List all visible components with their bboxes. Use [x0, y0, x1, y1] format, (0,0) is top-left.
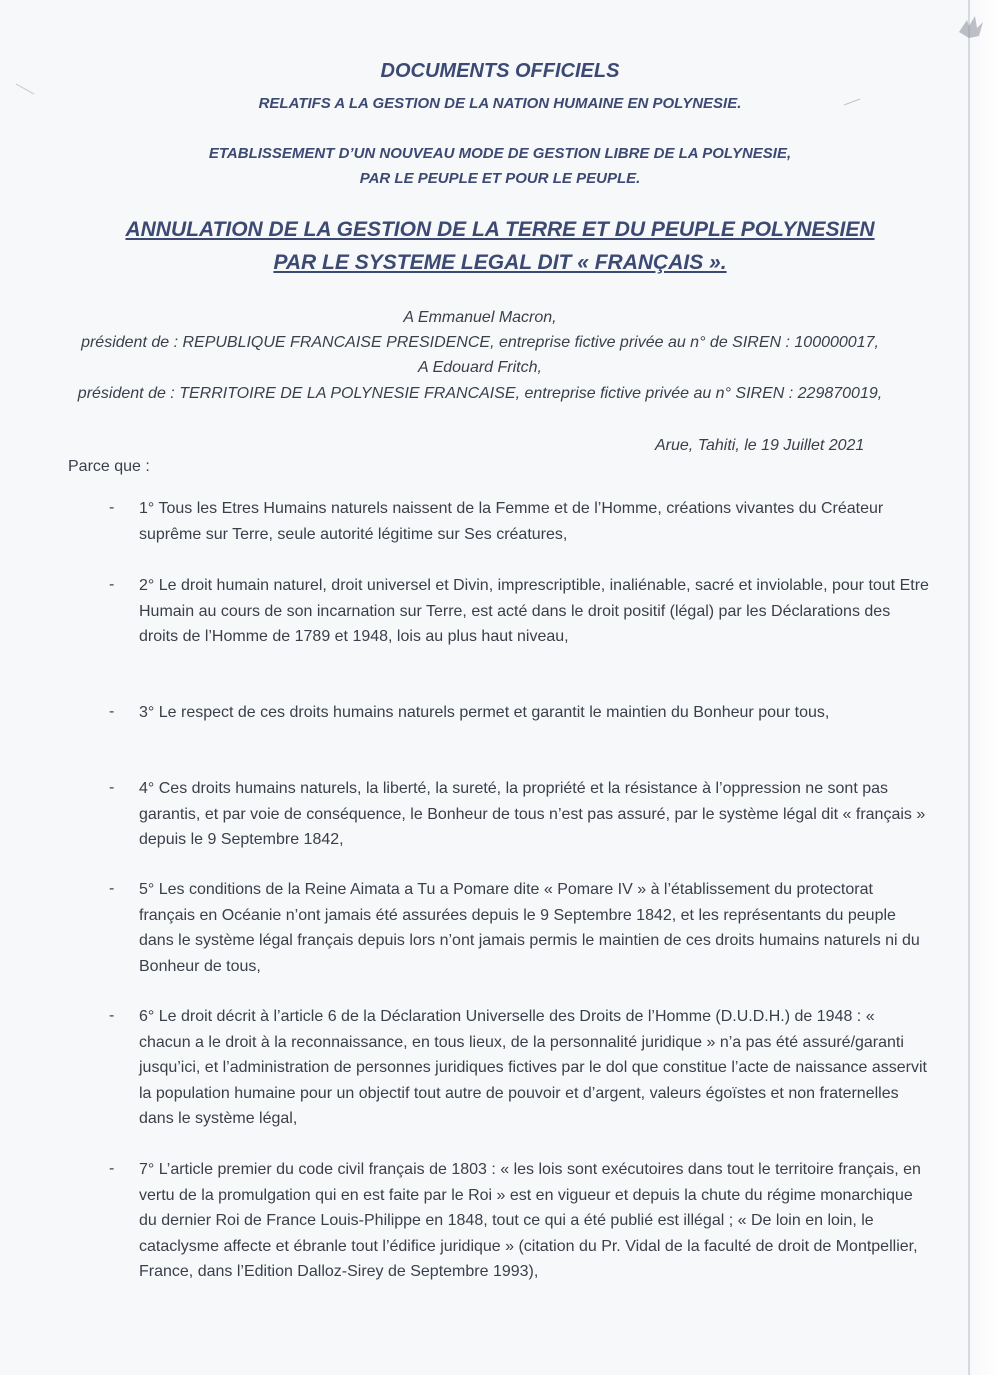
- ink-smudge-icon: [955, 12, 987, 42]
- list-item: 7° L’article premier du code civil français de 1803 : « les lois sont exécutoires dans tout le territoire français, en vertu de la promulgation qui en est faite par le Roi » est en vigueur et depuis la chute du régime monarchique du dernier Roi de France Louis-Philippe en 1848, tout ce qui a été publié est illégal ; « De loin en loin, le cataclysme affecte et ébranle tout l’édifice juridique » (citation du Pr. Vidal de la faculté de droit de Montpellier, France, dans l’Edition Dalloz-Sirey de Septembre 1993),: [139, 1161, 921, 1280]
- header-line: PAR LE PEUPLE ET POUR LE PEUPLE.: [359, 170, 641, 187]
- addressee-title: président de : TERRITOIRE DE LA POLYNESIE FRANCAISE, entreprise fictive privée au n° SIREN : 229870019,: [77, 385, 883, 402]
- list-item: 1° Tous les Etres Humains naturels naissent de la Femme et de l’Homme, créations vivantes du Créateur suprême sur Terre, seule autorité légitime sur Ses créatures,: [139, 500, 884, 543]
- addressee-title: président de : REPUBLIQUE FRANCAISE PRESIDENCE, entreprise fictive privée au n° de SIREN : 100000017,: [81, 334, 879, 351]
- list-bullet: -: [109, 779, 115, 796]
- page-edge: [970, 0, 1000, 1375]
- intro-text: Parce que :: [68, 458, 150, 475]
- header-line: ETABLISSEMENT D’UN NOUVEAU MODE DE GESTION LIBRE DE LA POLYNESIE,: [208, 145, 792, 162]
- header-subtitle: RELATIFS A LA GESTION DE LA NATION HUMAINE EN POLYNESIE.: [258, 95, 742, 112]
- list-bullet: -: [109, 499, 115, 516]
- list-item: 2° Le droit humain naturel, droit universel et Divin, imprescriptible, inaliénable, sacré et inviolable, pour tout Etre Humain au cours de son incarnation sur Terre, est acté dans le droit positif (légal) par les Déclarations des droits de l’Homme de 1789 et 1948, lois au plus haut niveau,: [139, 577, 929, 645]
- list-bullet: -: [109, 703, 115, 720]
- list-item: 4° Ces droits humains naturels, la liberté, la sureté, la propriété et la résistance à l’oppression ne sont pas garantis, et par voie de conséquence, le Bonheur de tous n’est pas assuré, par le système légal dit « français » depuis le 9 Septembre 1842,: [139, 780, 926, 848]
- list-bullet: -: [109, 1160, 115, 1177]
- addressee-name: A Edouard Fritch,: [418, 359, 542, 376]
- addressee-name: A Emmanuel Macron,: [403, 309, 557, 326]
- list-item: 6° Le droit décrit à l’article 6 de la Déclaration Universelle des Droits de l’Homme (D.U.D.H.) de 1948 : « chacun a le droit à la reconnaissance, en tous lieux, de la personnalité juridique » n’a pas été assuré/garanti jusqu’ici, et l’administration de personnes juridiques fictives par le dol que constitue l’acte de naissance asservit la population humaine pour un objectif tout autre de pouvoir et d’argent, valeurs égoïstes et non fraternelles dans le système légal,: [139, 1008, 927, 1127]
- list-bullet: -: [109, 880, 115, 897]
- list-item: 3° Le respect de ces droits humains naturels permet et garantit le maintien du Bonheur pour tous,: [139, 704, 830, 721]
- list-bullet: -: [109, 576, 115, 593]
- place-date: Arue, Tahiti, le 19 Juillet 2021: [655, 437, 865, 454]
- list-item: 5° Les conditions de la Reine Aimata a Tu a Pomare dite « Pomare IV » à l’établissement du protectorat français en Océanie n’ont jamais été assurées depuis le 9 Septembre 1842, et les représentants du peuple dans le système légal français depuis lors n’ont jamais permis le maintien de ces droits humains naturels ni du Bonheur de tous,: [139, 881, 920, 975]
- main-title: PAR LE SYSTEME LEGAL DIT « FRANÇAIS ».: [273, 251, 727, 274]
- header-title: DOCUMENTS OFFICIELS: [380, 60, 620, 82]
- main-title: ANNULATION DE LA GESTION DE LA TERRE ET DU PEUPLE POLYNESIEN: [125, 218, 875, 241]
- list-bullet: -: [109, 1007, 115, 1024]
